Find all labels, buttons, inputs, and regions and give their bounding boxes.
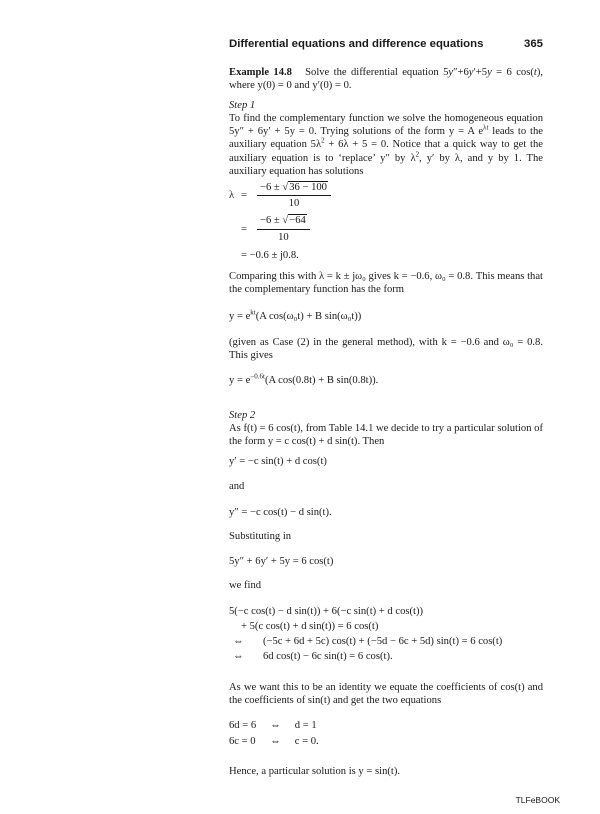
step1-heading: Step 1 [229, 100, 256, 111]
example-label: Example 14.8 [229, 67, 292, 78]
root-fraction-2: $\frac{-6 \pm √-64}{10}$ [257, 214, 310, 243]
complementary-form: $y = e^{kt}(A$ cos(ω₀t) + B sin(ω₀t)) [229, 308, 362, 322]
initial-conditions: y(0) = 0 and y′(0) = 0. [257, 80, 352, 92]
substitution-derivation: 5(−c cos(t) − d sin(t)) + 6(−c sin(t) + d cos(t)) + 5(c cos(t) + d sin(t)) = 6 cos(t) ⇔ (−5c + 6d + 5c) cos(t) + (−5d − 6c + 5d) sin(t) = 6 cos(t) ⇔ 6d cos(t) − 6c sin(t) = 6 cos(t). [229, 606, 503, 662]
substituting-text: Substituting in [229, 531, 292, 542]
particular-solution: Hence, a particular solution is y = sin(t). [229, 766, 401, 777]
running-header [229, 38, 543, 51]
ode-equation: 5y″ + 6y′ + 5y = 6 cos(t) [229, 556, 334, 567]
root-fraction-1: $\frac{-6 \pm √36 - 100}{10}$ [257, 181, 331, 210]
root-result: = −0.6 ± j0.8. [241, 249, 299, 261]
step2-intro: As f(t) = 6 cos(t), from Table 14.1 we decide to try a particular solution of the form y = c cos(t) + d sin(t). Then [229, 423, 543, 448]
chapter-title: Differential equations and difference equations [229, 38, 484, 50]
second-derivative: y″ = −c cos(t) − d sin(t). [229, 507, 332, 518]
and-text: and [229, 481, 245, 492]
page-number: 365 [523, 38, 543, 50]
compare-paragraph: Comparing this with λ = k ± jω₀ gives k = −0.6, ω₀ = 0.8. This means that the complementary function has the form [229, 271, 543, 296]
first-derivative: y′ = −c sin(t) + d cos(t) [229, 456, 327, 467]
we-find-text: we find [229, 580, 262, 591]
coefficient-equations: 6d = 6 ⇔ d = 1 6c = 0 ⇔ c = 0. [229, 720, 319, 748]
step2-heading: Step 2 [229, 410, 256, 421]
footer-watermark: TLFeBOOK [515, 795, 560, 805]
given-paragraph: (given as Case (2) in the general method), with k = −0.6 and ω₀ = 0.8. This gives [229, 337, 543, 362]
identity-paragraph: As we want this to be an identity we equate the coefficients of cos(t) and the coefficients of sin(t) and get the two equations [229, 682, 543, 707]
example-statement: Example 14.8 Solve the differential equation 5y″+6y′+5y = 6 cos(t), where y(0) = 0 and y′(0) = 0. [229, 67, 543, 92]
complementary-function: $y = e^{-0.6t}(A$ cos(0.8t) + B sin(0.8t)). [229, 372, 379, 386]
auxiliary-roots: λ = $\frac{-6 \pm √36 - 100}{10}$ = $\frac{-6 \pm √-64}{10}$ = −0.6 ± j0.8. [229, 181, 543, 262]
step1-intro: To find the complementary function we solve the homogeneous equation 5y″ + 6y′ + 5y = 0. Trying solutions of the form y = A $e^{\lambda t}$ leads to the auxiliary equation $5\lambda^2 + 6\lambda + 5 = 0$. Notice that a quick way to get the auxiliary equation is to ‘replace’ y″ by $\lambda^2$, y′ by λ, and y by 1. The auxiliary equation has solutions [229, 113, 543, 177]
